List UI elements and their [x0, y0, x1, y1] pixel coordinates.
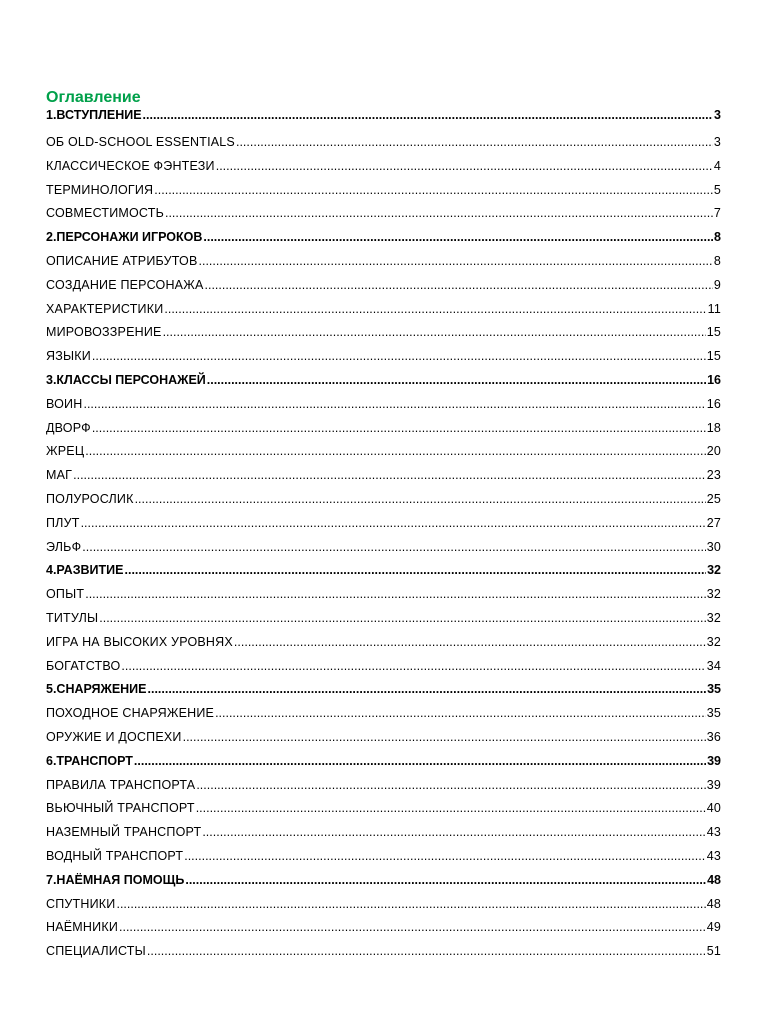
toc-chapter-entry[interactable]	[46, 678, 721, 702]
toc-entry-label: ХАРАКТЕРИСТИКИ	[46, 301, 164, 316]
toc-page-number: 25	[706, 491, 721, 506]
toc-section-entry[interactable]	[46, 512, 721, 536]
toc-dot-leader	[134, 750, 706, 774]
toc-entry-label: 7.НАЁМНАЯ ПОМОЩЬ	[46, 872, 185, 887]
toc-section-entry[interactable]	[46, 916, 721, 940]
toc-chapter-entry[interactable]	[46, 226, 721, 250]
toc-page-number: 16	[707, 372, 721, 387]
toc-chapter-entry[interactable]	[46, 750, 721, 774]
toc-dot-leader	[199, 250, 713, 274]
toc-page-number: 49	[706, 920, 721, 935]
toc-entry-label: 5.СНАРЯЖЕНИЕ	[46, 682, 147, 697]
toc-dot-leader	[83, 393, 705, 417]
toc-entry-label: СПЕЦИАЛИСТЫ	[46, 944, 146, 959]
toc-page-number: 27	[706, 515, 721, 530]
toc-dot-leader	[148, 678, 707, 702]
toc-page-number: 32	[707, 563, 721, 578]
toc-entry-label: ПРАВИЛА ТРАНСПОРТА	[46, 777, 196, 792]
toc-page-number: 36	[706, 729, 721, 744]
toc-dot-leader	[183, 726, 706, 750]
toc-section-entry[interactable]	[46, 417, 721, 441]
toc-section-entry[interactable]	[46, 797, 721, 821]
toc-page-number: 43	[706, 848, 721, 863]
toc-section-entry[interactable]	[46, 536, 721, 560]
toc-page-number: 48	[707, 872, 721, 887]
toc-page-number: 43	[706, 825, 721, 840]
toc-entry-label: ЯЗЫКИ	[46, 349, 91, 364]
toc-entry-label: ВОИН	[46, 396, 83, 411]
toc-dot-leader	[154, 179, 713, 203]
toc-entry-label: СОВМЕСТИМОСТЬ	[46, 206, 164, 221]
toc-page-number: 32	[706, 587, 721, 602]
toc-dot-leader	[185, 869, 706, 893]
toc-entry-label: 6.ТРАНСПОРТ	[46, 753, 133, 768]
toc-section-entry[interactable]	[46, 464, 721, 488]
toc-dot-leader	[116, 893, 705, 917]
toc-dot-leader	[205, 274, 713, 298]
toc-entry-label: МАГ	[46, 468, 73, 483]
toc-page-number: 32	[706, 634, 721, 649]
toc-dot-leader	[73, 464, 706, 488]
toc-page-number: 15	[706, 325, 721, 340]
toc-dot-leader	[82, 536, 705, 560]
toc-page-number: 3	[713, 135, 721, 149]
toc-chapter-entry[interactable]	[46, 559, 721, 583]
toc-entry-label: ОБ OLD-SCHOOL ESSENTIALS	[46, 135, 235, 149]
toc-dot-leader	[196, 774, 705, 798]
toc-page-number: 34	[706, 658, 721, 673]
toc-page-number: 11	[707, 301, 721, 316]
toc-page-number: 9	[713, 277, 721, 292]
toc-section-entry[interactable]	[46, 726, 721, 750]
toc-dot-leader	[207, 369, 706, 393]
toc-dot-leader	[216, 155, 713, 179]
toc-section-entry[interactable]	[46, 202, 721, 226]
toc-dot-leader	[81, 512, 706, 536]
toc-list	[46, 108, 721, 964]
toc-entry-label: ПОЛУРОСЛИК	[46, 491, 134, 506]
toc-section-entry[interactable]	[46, 250, 721, 274]
toc-section-entry[interactable]	[46, 321, 721, 345]
toc-entry-label: ЖРЕЦ	[46, 444, 85, 459]
toc-section-entry[interactable]	[46, 631, 721, 655]
toc-entry-label: КЛАССИЧЕСКОЕ ФЭНТЕЗИ	[46, 158, 215, 173]
toc-entry-label: ТЕРМИНОЛОГИЯ	[46, 182, 154, 197]
toc-entry-label: 2.ПЕРСОНАЖИ ИГРОКОВ	[46, 230, 203, 245]
toc-entry-label: ОПИСАНИЕ АТРИБУТОВ	[46, 253, 198, 268]
toc-entry-label: НАЁМНИКИ	[46, 920, 118, 935]
toc-page-number: 35	[707, 682, 721, 697]
toc-dot-leader	[85, 440, 705, 464]
toc-dot-leader	[236, 131, 713, 155]
toc-entry-label: ЭЛЬФ	[46, 539, 82, 554]
toc-page-number: 51	[706, 944, 721, 959]
toc-entry-label: ВЬЮЧНЫЙ ТРАНСПОРТ	[46, 801, 195, 816]
toc-dot-leader	[85, 583, 705, 607]
toc-entry-label: ТИТУЛЫ	[46, 610, 99, 625]
toc-dot-leader	[92, 345, 706, 369]
toc-section-entry[interactable]	[46, 940, 721, 964]
toc-page-number: 40	[706, 801, 721, 816]
toc-entry-label: 3.КЛАССЫ ПЕРСОНАЖЕЙ	[46, 372, 206, 387]
toc-page-number: 20	[706, 444, 721, 459]
toc-dot-leader	[196, 797, 706, 821]
toc-chapter-entry[interactable]	[46, 869, 721, 893]
toc-entry-label: НАЗЕМНЫЙ ТРАНСПОРТ	[46, 825, 202, 840]
toc-dot-leader	[234, 631, 706, 655]
toc-section-entry[interactable]	[46, 583, 721, 607]
toc-section-entry[interactable]	[46, 607, 721, 631]
toc-title: Оглавление	[46, 89, 141, 106]
toc-entry-label: ИГРА НА ВЫСОКИХ УРОВНЯХ	[46, 634, 233, 649]
toc-page-number: 23	[706, 468, 721, 483]
toc-entry-label: ПОХОДНОЕ СНАРЯЖЕНИЕ	[46, 706, 215, 721]
toc-page-number: 7	[713, 206, 721, 221]
toc-entry-label: ПЛУТ	[46, 515, 80, 530]
toc-section-entry[interactable]	[46, 179, 721, 203]
toc-entry-label: ОПЫТ	[46, 587, 85, 602]
toc-dot-leader	[119, 916, 706, 940]
toc-section-entry[interactable]	[46, 298, 721, 322]
toc-section-entry[interactable]	[46, 821, 721, 845]
toc-entry-label: СПУТНИКИ	[46, 896, 116, 911]
toc-entry-label: ДВОРФ	[46, 420, 91, 435]
toc-dot-leader	[164, 298, 706, 322]
toc-section-entry[interactable]	[46, 893, 721, 917]
toc-section-entry[interactable]	[46, 774, 721, 798]
table-of-contents	[46, 88, 721, 964]
toc-page-number: 4	[713, 158, 721, 173]
toc-chapter-entry[interactable]	[46, 369, 721, 393]
toc-entry-label: СОЗДАНИЕ ПЕРСОНАЖА	[46, 277, 204, 292]
toc-dot-leader	[203, 226, 713, 250]
toc-page-number: 16	[706, 396, 721, 411]
toc-page-number: 3	[714, 108, 721, 122]
toc-page-number: 5	[713, 182, 721, 197]
toc-section-entry[interactable]	[46, 345, 721, 369]
toc-section-entry[interactable]	[46, 440, 721, 464]
toc-dot-leader	[92, 417, 706, 441]
toc-entry-label: ВОДНЫЙ ТРАНСПОРТ	[46, 848, 184, 863]
toc-section-entry[interactable]	[46, 488, 721, 512]
toc-dot-leader	[147, 940, 706, 964]
toc-entry-label: МИРОВОЗЗРЕНИЕ	[46, 325, 162, 340]
toc-dot-leader	[135, 488, 706, 512]
toc-section-entry[interactable]	[46, 131, 721, 155]
toc-section-entry[interactable]	[46, 702, 721, 726]
toc-page-number: 32	[706, 610, 721, 625]
toc-page-number: 35	[706, 706, 721, 721]
toc-dot-leader	[99, 607, 705, 631]
toc-dot-leader	[125, 559, 707, 583]
toc-page-number: 30	[706, 539, 721, 554]
toc-dot-leader	[184, 845, 705, 869]
toc-page-number: 39	[706, 777, 721, 792]
toc-entry-label: 4.РАЗВИТИЕ	[46, 563, 124, 578]
toc-dot-leader	[121, 655, 705, 679]
toc-page-number: 15	[706, 349, 721, 364]
toc-page-number: 48	[706, 896, 721, 911]
toc-entry-label: 1.ВСТУПЛЕНИЕ	[46, 108, 142, 122]
toc-section-entry[interactable]	[46, 845, 721, 869]
toc-dot-leader	[143, 108, 714, 122]
toc-dot-leader	[215, 702, 706, 726]
toc-page-number: 39	[707, 753, 721, 768]
toc-page-number: 8	[713, 253, 721, 268]
toc-dot-leader	[165, 202, 713, 226]
toc-section-entry[interactable]	[46, 155, 721, 179]
toc-section-entry[interactable]	[46, 274, 721, 298]
toc-page-number: 8	[714, 230, 721, 245]
toc-page-number: 18	[706, 420, 721, 435]
toc-entry-label: ОРУЖИЕ И ДОСПЕХИ	[46, 729, 182, 744]
toc-dot-leader	[202, 821, 705, 845]
toc-section-entry[interactable]	[46, 655, 721, 679]
toc-chapter-entry[interactable]	[46, 108, 721, 122]
toc-dot-leader	[163, 321, 706, 345]
toc-section-entry[interactable]	[46, 393, 721, 417]
toc-entry-label: БОГАТСТВО	[46, 658, 121, 673]
